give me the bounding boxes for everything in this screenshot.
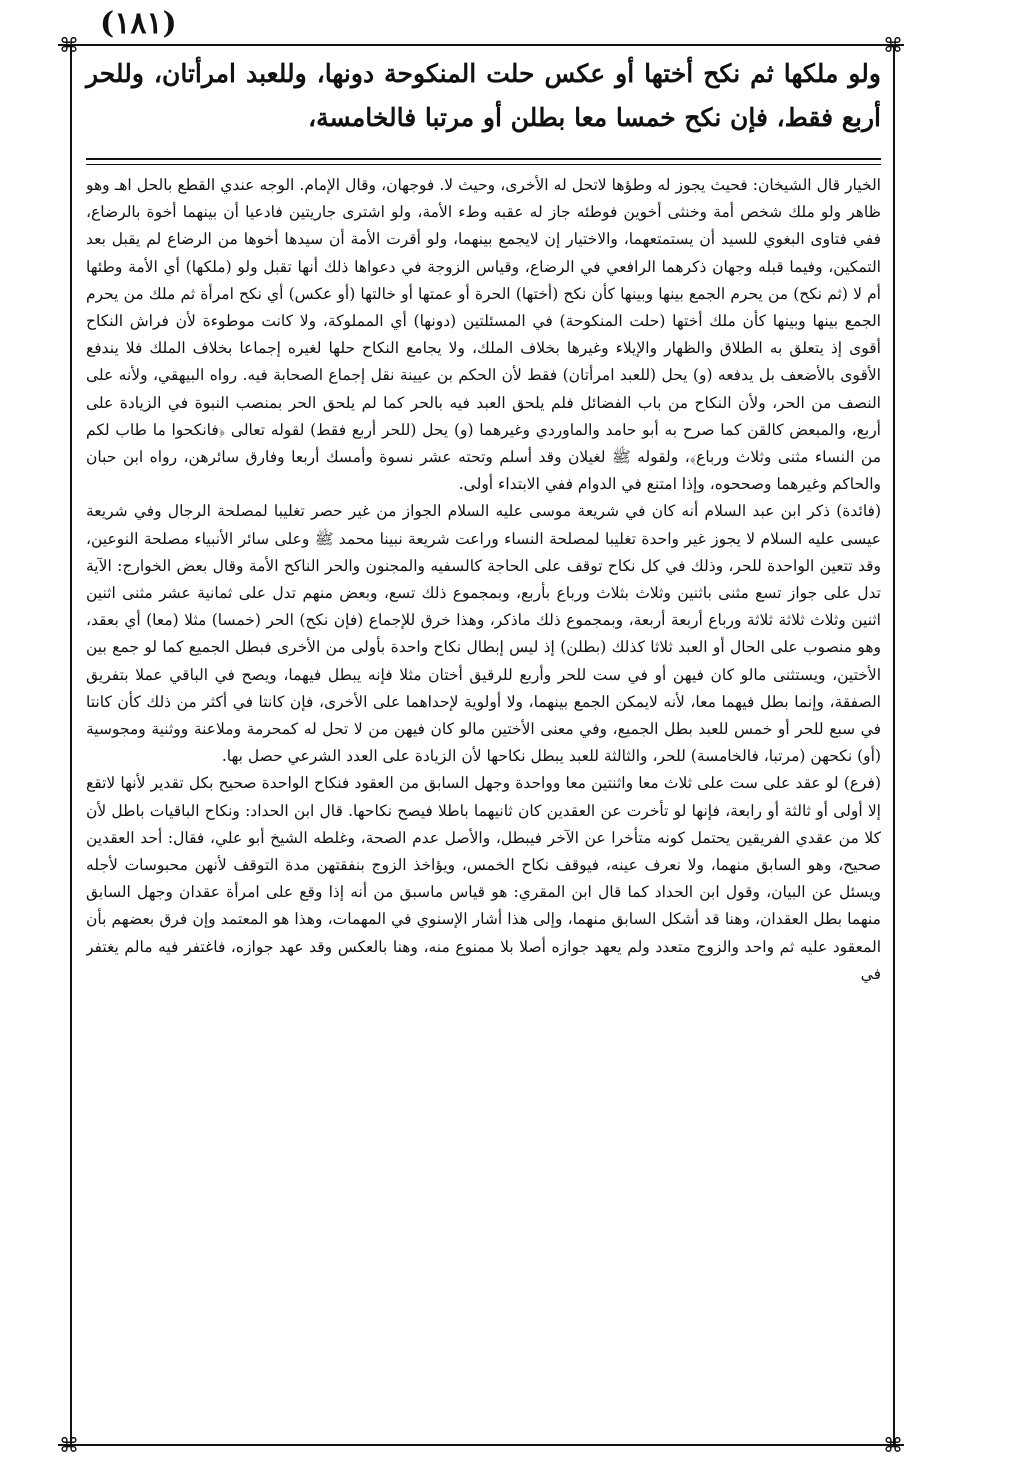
frame-bottom-border	[58, 1444, 904, 1446]
page-number: (١٨١)	[100, 6, 177, 41]
frame-left-border	[70, 44, 72, 1444]
commentary-paragraph: (فرع) لو عقد على ست على ثلاث معا واثنتين معا وواحدة وجهل السابق من العقود فنكاح الواحدة صحيح بكل تقدير لأنها لاتقع إلا أولى أو ثالثة أو رابعة، فإنها لو تأخرت عن العقدين كان ثانيهما باطلا فيصح نكاحها. قال ابن الحداد: ونكاح الباقيات باطل لأن كلا من عقدي الفريقين يحتمل كونه متأخرا عن الآخر فيبطل، والأصل عدم الصحة، وغلطه الشيخ أبو علي، فقال: أحد العقدين صحيح، وهو السابق منهما، ولا نعرف عينه، فيوقف نكاح الخمس، ويؤاخذ الزوج بنفقتهن مدة التوقف لأنهن محبوسات لأجله ويسئل عن البيان، وقول ابن الحداد كما قال ابن المقري: هو قياس ماسبق من أنه إذا وقع على امرأة عقدان وجهل السابق منهما بطل العقدان، وهنا قد أشكل السابق منهما، وإلى هذا أشار الإسنوي في المهمات، وهذا هو المعتمد وإن فرق بعضهم بأن المعقود عليه ثم واحد والزوج متعدد ولم يعهد جوازه أصلا بلا ممنوع منه، وهنا بالعكس وقد عهد جوازه، فاغتفر فيه مالم يغتفر في	[86, 774, 881, 983]
corner-ornament-icon: ⌘	[59, 1433, 79, 1457]
corner-ornament-icon: ⌘	[883, 33, 903, 57]
commentary-paragraph: الخيار قال الشيخان: فحيث يجوز له وطؤها لاتحل له الأخرى، وحيث لا. فوجهان، وقال الإمام. الوجه عندي القطع بالحل اهـ وهو ظاهر ولو ملك شخص أمة وخنثى أخوين فوطئه جاز له عقبه وطء الأمة، ولو اشترى جاريتين فادعيا أن بينهما أخوة بالرضاع، ففي فتاوى البغوي للسيد أن يستمتعهما، والاختيار إن لايجمع بينهما، ولو أقرت الأمة أن سيدها أخوها من الرضاع لم يقبل بعد التمكين، وفيما قبله وجهان ذكرهما الرافعي في الرضاع، وقياس الزوجة في دعواها ذلك أنها تقبل ولو (ملكها) أي الأمة وطئها أم لا (ثم نكح) من يحرم الجمع بينها وبينها كأن نكح (أختها) الحرة أو عمتها أو خالتها (أو عكس) أي نكح امرأة ثم ملك من يحرم الجمع بينها وبينها كأن ملك أختها (حلت المنكوحة) في المسئلتين (دونها) أي المملوكة، ولا كانت موطوءة لأن فراش النكاح أقوى إذ يتعلق به الطلاق والظهار والإيلاء وغيرها بخلاف الملك، ولا يجامع النكاح حلها لغيره إجماعا بخلاف الملك فلا يندفع الأقوى بالأضعف بل يدفعه (و) يحل (للعبد امرأتان) فقط لأن الحكم بن عيينة نقل إجماع الصحابة فيه. رواه البيهقي، ولأنه على النصف من الحر، ولأن النكاح من باب الفضائل فلم يلحق العبد فيه بالحر كما لم يلحق الحر بمنصب النبوة في الزيادة على أربع، والمبعض كالقن كما صرح به أبو حامد والماوردي وغيرهما (و) يحل (للحر أربع فقط) لقوله تعالى ﴿فانكحوا ما طاب لكم من النساء مثنى وثلاث ورباع﴾، ولقوله ﷺ لغيلان وقد أسلم وتحته عشر نسوة وأمسك أربعا وفارق سائرهن، رواه ابن حبان والحاكم وغيرهما وصححوه، وإذا امتنع في الدوام ففي الابتداء أولى.	[86, 176, 881, 494]
matn-text: ولو ملكها ثم نكح أختها أو عكس حلت المنكوحة دونها، وللعبد امرأتان، وللحر أربع فقط، فإن نكح خمسا معا بطلن أو مرتبا فالخامسة،	[86, 59, 881, 132]
corner-ornament-icon: ⌘	[59, 33, 79, 57]
frame-right-border	[893, 44, 895, 1444]
frame-top-border	[58, 44, 904, 46]
corner-ornament-icon: ⌘	[883, 1433, 903, 1457]
section-divider	[86, 158, 881, 160]
sharh-commentary	[86, 172, 881, 1434]
section-divider-thin	[86, 164, 881, 165]
commentary-paragraph: (فائدة) ذكر ابن عبد السلام أنه كان في شريعة موسى عليه السلام الجواز من غير حصر تغليبا لمصلحة الرجال وفي شريعة عيسى عليه السلام لا يجوز غير واحدة تغليبا لمصلحة النساء وراعت شريعة نبينا محمد ﷺ وعلى سائر الأنبياء مصلحة النوعين، وقد تتعين الواحدة للحر، وذلك في كل نكاح توقف على الحاجة كالسفيه والمجنون والحر الناكح الأمة وقال بعض الخوارج: الآية تدل على جواز تسع مثنى باثنين وثلاث بثلاث ورباع بأربع، وبمجموع ذلك تسع، وبعض منهم تدل على ثمانية عشر مثنى اثنين اثنين وثلاث ثلاثة ثلاثة ورباع أربعة أربعة، وبمجموع ذلك ماذكر، وهذا خرق للإجماع (فإن نكح) الحر (خمسا) مثلا (معا) أي بعقد، وهو منصوب على الحال أو العبد ثلاثا كذلك (بطلن) إذ ليس إبطال نكاح واحدة بأولى من الأخرى فبطل الجميع كما لو جمع بين الأختين، ويستثنى مالو كان فيهن أو في ست للحر وأربع للرقيق أختان مثلا فإنه يبطل فيهما، ويصح في الباقي عملا بتفريق الصفقة، وإنما بطل فيهما معا، لأنه لايمكن الجمع بينهما، ولا أولوية لإحداهما على الأخرى، فإن كانتا في أكثر من ذلك كأن كانتا في سبع للحر أو خمس للعبد بطل الجميع، وفي معنى الأختين مالو كان فيهن من لا تحل له كمحرمة وملاعنة ووثنية ومجوسية (أو) نكحهن (مرتبا، فالخامسة) للحر، والثالثة للعبد يبطل نكاحها لأن الزيادة على العدد الشرعي حصل بها.	[86, 502, 881, 766]
